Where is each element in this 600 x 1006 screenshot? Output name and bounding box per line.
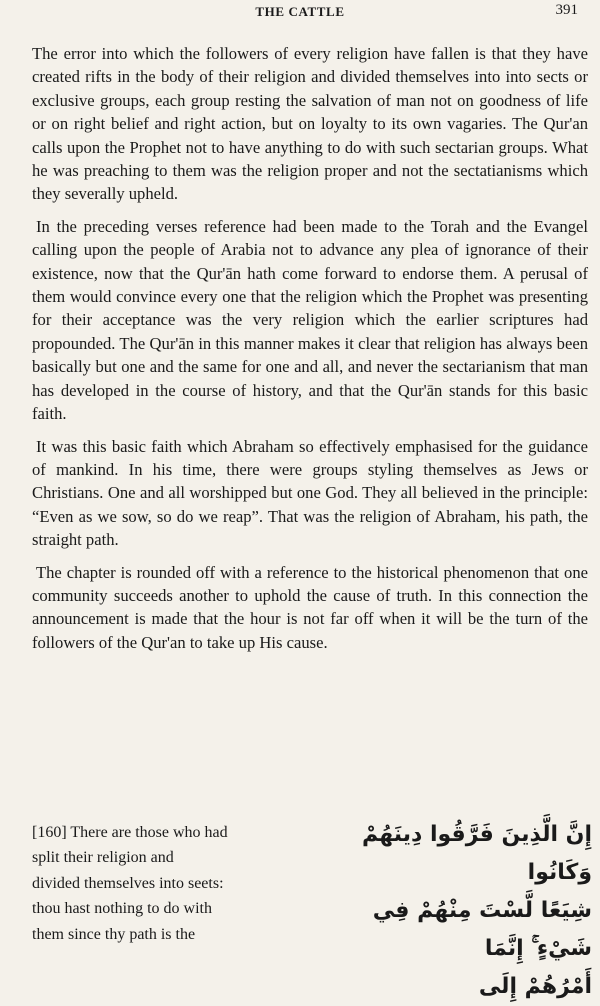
running-head: THE CATTLE <box>255 4 345 19</box>
page-header <box>0 0 600 28</box>
paragraph-4: The chapter is rounded off with a reference to the historical phenomenon that one community succeeds another to uphold the cause of truth. In this connection the announcement is made that the hour is not far off when it will be the turn of the followers of the Qur'an to take up His cause. <box>32 562 588 652</box>
body-text <box>32 42 588 663</box>
page-number: 391 <box>555 2 578 18</box>
translation-line: [160] There are those who had <box>32 824 228 841</box>
arabic-line: إِنَّ الَّذِينَ فَرَّقُوا دِينَهُمْ وَكَانُوا <box>361 822 592 885</box>
translation-line: thou hast nothing to do with <box>32 900 212 918</box>
translation-line: split their religion and <box>32 849 174 867</box>
arabic-verse <box>312 816 592 1006</box>
arabic-line: أَمْرُهُمْ إِلَى <box>478 974 592 999</box>
verse-block <box>32 820 592 999</box>
translation-line: them since thy path is the <box>32 925 196 943</box>
paragraph-1: The error into which the followers of every religion have fallen is that they have created rifts in the body of their religion and divided themselves into into sects or exclusive groups, each group resting the salvation of man not on goodness of life or on right belief and right action, but on loyalty to its own vagaries. The Qur'an calls upon the Prophet not to have anything to do with such sectarian groups. What he was preaching to them was the religion proper and not the sectatianisms which they severally upheld. <box>32 44 588 204</box>
verse-translation <box>32 820 302 947</box>
arabic-line: شِيَعًا لَّسْتَ مِنْهُمْ فِي شَيْءٍ ۚ إِنَّمَا <box>372 898 592 961</box>
translation-line: divided themselves into seets: <box>32 874 224 892</box>
paragraph-2: In the preceding verses reference had been made to the Torah and the Evangel calling upon the people of Arabia not to advance any plea of ignorance of their existence, now that the Qur'ān hath come forward to endorse them. A perusal of them would convince every one that the religion which the Prophet was presenting for their acceptance was the very religion which the earlier scriptures had propounded. The Qur'ān in this manner makes it clear that religion has always been basically but one and the same for one and all, and never the sectarianism that man has developed in the course of history, and that the Qur'ān stands for this basic faith. <box>32 216 588 424</box>
paragraph-3: It was this basic faith which Abraham so effectively emphasised for the guidance of mankind. In his time, there were groups styling themselves as Jews or Christians. One and all worshipped but one God. They all believed in the principle: “Even as we sow, so do we reap”. That was the religion of Abraham, his path, the straight path. <box>32 436 588 550</box>
